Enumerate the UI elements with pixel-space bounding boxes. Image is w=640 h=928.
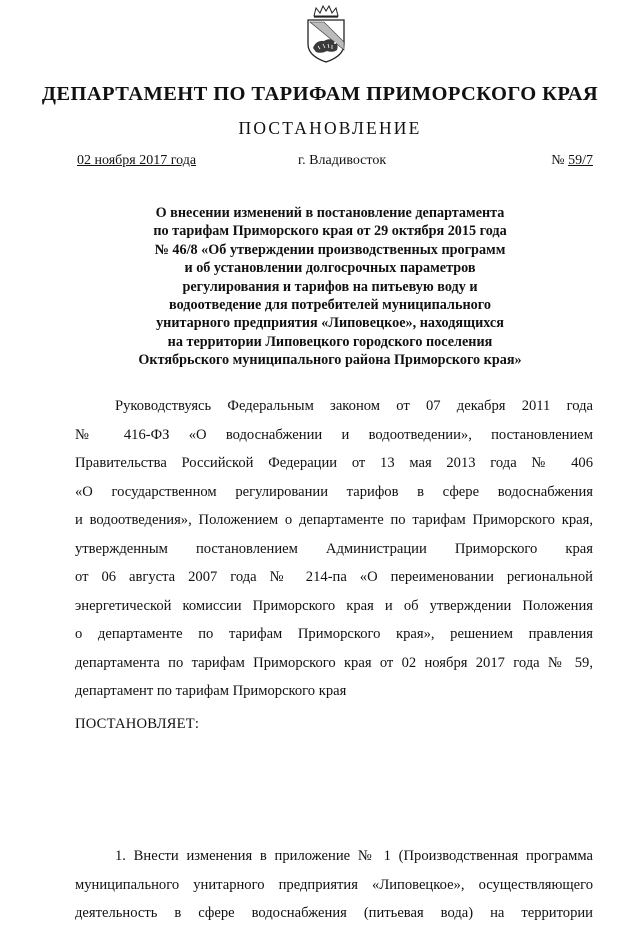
subject-line: О внесении изменений в постановление департамента [155, 205, 505, 221]
preamble-line: и водоотведения», Положением о департаменте по тарифам Приморского края, [75, 512, 593, 528]
primorsky-coat-of-arms-icon [304, 4, 348, 64]
preamble-line: от 06 августа 2007 года № 214-па «О переименовании региональной [75, 569, 593, 585]
preamble-line: «О государственном регулировании тарифов в сфере водоснабжения [75, 483, 593, 500]
document-number [551, 153, 593, 169]
preamble-line: утвержденным постановлением Администрации Приморского края [75, 540, 593, 557]
preamble-line: энергетической комиссии Приморского края и об утверждении Положения [75, 597, 593, 614]
document-city: г. Владивосток [298, 153, 387, 168]
preamble-line: департамент по тарифам Приморского края [75, 683, 347, 699]
subject-line: № 46/8 «Об утверждении производственных программ [154, 241, 506, 258]
document-meta [77, 153, 593, 173]
document-date: 02 ноября 2017 года [77, 153, 197, 168]
clause-paragraph [75, 842, 593, 928]
preamble-line: Правительства Российской Федерации от 13 мая 2013 года № 406 [75, 455, 593, 471]
number-value: 59/7 [568, 153, 593, 168]
subject-line: водоотведение для потребителей муниципального [169, 297, 491, 314]
preamble-line: Руководствуясь Федеральным законом от 07 декабря 2011 года [115, 398, 593, 414]
preamble-paragraph [75, 392, 593, 706]
subject-line: регулирования и тарифов на питьевую воду и [182, 278, 478, 295]
resolution-word: ПОСТАНОВЛЯЕТ: [75, 716, 200, 732]
preamble-line: департамента по тарифам Приморского края от 02 ноября 2017 года № 59, [75, 654, 593, 671]
clause-line: 1. Внести изменения в приложение № 1 (Производственная программа [115, 848, 593, 864]
subject-line: унитарного предприятия «Липовецкое», находящихся [156, 315, 504, 332]
document-subject [110, 204, 550, 370]
clause-line: муниципального унитарного предприятия «Липовецкое», осуществляющего [75, 876, 593, 893]
preamble-line: о департаменте по тарифам Приморского края», решением правления [75, 626, 593, 642]
subject-line: и об установлении долгосрочных параметров [184, 260, 476, 277]
subject-line: по тарифам Приморского края от 29 октября 2015 года [153, 223, 507, 240]
document-type: ПОСТАНОВЛЕНИЕ [238, 118, 422, 138]
number-prefix: № [551, 153, 569, 168]
clause-line: деятельность в сфере водоснабжения (питьевая вода) на территории [75, 905, 593, 921]
subject-line: Октябрьского муниципального района Приморского края» [138, 352, 522, 369]
preamble-line: № 416-ФЗ «О водоснабжении и водоотведении», постановлением [75, 426, 593, 443]
subject-line: на территории Липовецкого городского поселения [167, 333, 493, 350]
department-title: ДЕПАРТАМЕНТ ПО ТАРИФАМ ПРИМОРСКОГО КРАЯ [41, 83, 599, 105]
